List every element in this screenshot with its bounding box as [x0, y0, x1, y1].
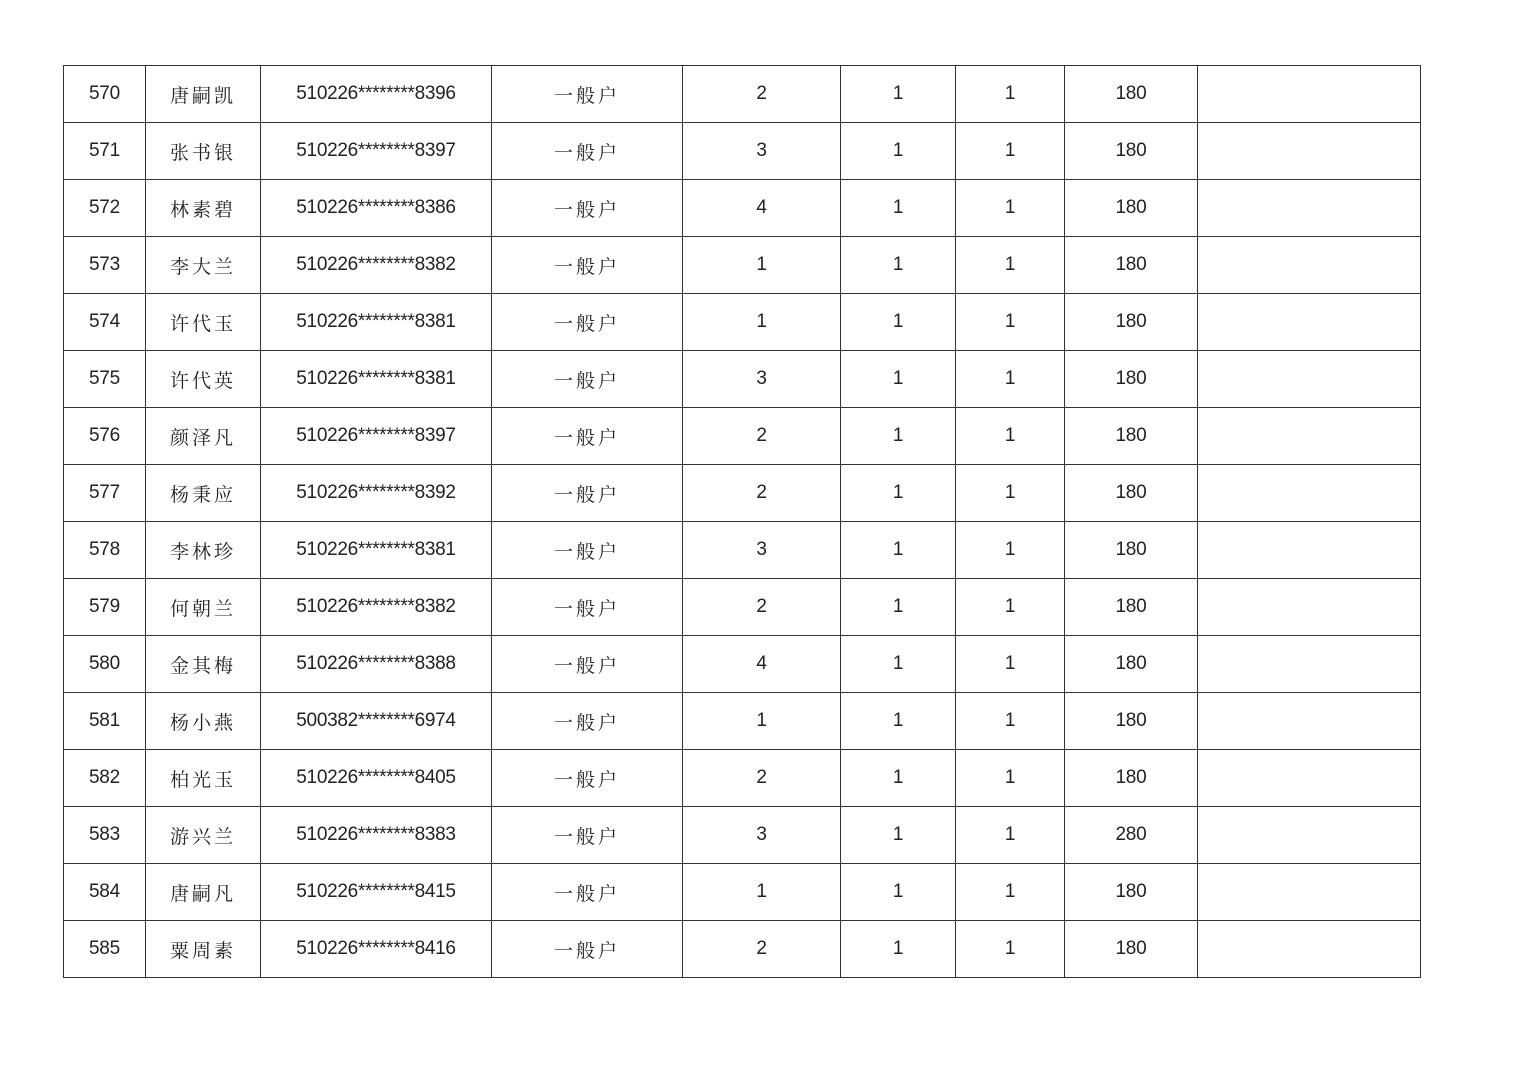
cell-amount: 180 — [1065, 351, 1198, 408]
cell-amount: 180 — [1065, 693, 1198, 750]
cell-count-3: 1 — [956, 180, 1065, 237]
cell-serial-number: 577 — [64, 465, 146, 522]
cell-amount: 180 — [1065, 237, 1198, 294]
cell-count-3: 1 — [956, 750, 1065, 807]
cell-note — [1198, 750, 1421, 807]
cell-id-number: 510226********8381 — [261, 351, 492, 408]
cell-count-3: 1 — [956, 807, 1065, 864]
cell-count-2: 1 — [841, 294, 956, 351]
table-row — [64, 465, 1421, 522]
cell-name: 杨秉应 — [146, 465, 261, 522]
cell-name: 张书银 — [146, 123, 261, 180]
cell-count-1: 4 — [683, 636, 841, 693]
cell-count-2: 1 — [841, 636, 956, 693]
cell-note — [1198, 408, 1421, 465]
cell-name: 唐嗣凡 — [146, 864, 261, 921]
table-body — [64, 66, 1421, 978]
cell-count-1: 3 — [683, 351, 841, 408]
cell-amount: 180 — [1065, 123, 1198, 180]
cell-count-1: 4 — [683, 180, 841, 237]
document-table-container — [63, 65, 1421, 978]
cell-amount: 180 — [1065, 579, 1198, 636]
cell-count-1: 2 — [683, 750, 841, 807]
cell-name: 颜泽凡 — [146, 408, 261, 465]
cell-count-1: 1 — [683, 237, 841, 294]
cell-count-3: 1 — [956, 636, 1065, 693]
cell-id-number: 510226********8386 — [261, 180, 492, 237]
cell-count-2: 1 — [841, 750, 956, 807]
cell-serial-number: 580 — [64, 636, 146, 693]
cell-name: 李林珍 — [146, 522, 261, 579]
cell-serial-number: 581 — [64, 693, 146, 750]
cell-note — [1198, 351, 1421, 408]
cell-household-type: 一般户 — [492, 864, 683, 921]
cell-id-number: 510226********8381 — [261, 522, 492, 579]
cell-household-type: 一般户 — [492, 921, 683, 978]
table-row — [64, 807, 1421, 864]
cell-name: 许代玉 — [146, 294, 261, 351]
cell-count-3: 1 — [956, 408, 1065, 465]
cell-id-number: 510226********8381 — [261, 294, 492, 351]
cell-id-number: 510226********8416 — [261, 921, 492, 978]
cell-count-2: 1 — [841, 465, 956, 522]
cell-count-1: 3 — [683, 123, 841, 180]
cell-amount: 180 — [1065, 636, 1198, 693]
cell-name: 杨小燕 — [146, 693, 261, 750]
cell-id-number: 510226********8382 — [261, 579, 492, 636]
cell-amount: 180 — [1065, 294, 1198, 351]
cell-household-type: 一般户 — [492, 807, 683, 864]
cell-note — [1198, 864, 1421, 921]
cell-count-2: 1 — [841, 66, 956, 123]
table-row — [64, 579, 1421, 636]
cell-count-2: 1 — [841, 351, 956, 408]
table-row — [64, 864, 1421, 921]
cell-serial-number: 570 — [64, 66, 146, 123]
cell-household-type: 一般户 — [492, 636, 683, 693]
cell-count-2: 1 — [841, 579, 956, 636]
cell-name: 李大兰 — [146, 237, 261, 294]
cell-household-type: 一般户 — [492, 750, 683, 807]
cell-note — [1198, 294, 1421, 351]
cell-amount: 180 — [1065, 465, 1198, 522]
cell-count-1: 3 — [683, 522, 841, 579]
cell-amount: 180 — [1065, 66, 1198, 123]
cell-count-2: 1 — [841, 180, 956, 237]
cell-count-2: 1 — [841, 807, 956, 864]
cell-note — [1198, 522, 1421, 579]
cell-id-number: 510226********8397 — [261, 408, 492, 465]
cell-amount: 180 — [1065, 750, 1198, 807]
cell-amount: 180 — [1065, 408, 1198, 465]
cell-count-1: 3 — [683, 807, 841, 864]
cell-amount: 180 — [1065, 921, 1198, 978]
cell-serial-number: 573 — [64, 237, 146, 294]
cell-name: 唐嗣凯 — [146, 66, 261, 123]
table-row — [64, 237, 1421, 294]
table-row — [64, 351, 1421, 408]
cell-household-type: 一般户 — [492, 294, 683, 351]
cell-serial-number: 585 — [64, 921, 146, 978]
cell-household-type: 一般户 — [492, 579, 683, 636]
table-row — [64, 294, 1421, 351]
cell-note — [1198, 123, 1421, 180]
cell-count-3: 1 — [956, 921, 1065, 978]
cell-count-2: 1 — [841, 408, 956, 465]
cell-household-type: 一般户 — [492, 123, 683, 180]
cell-id-number: 510226********8392 — [261, 465, 492, 522]
cell-count-3: 1 — [956, 579, 1065, 636]
cell-count-3: 1 — [956, 237, 1065, 294]
cell-count-1: 1 — [683, 693, 841, 750]
cell-count-1: 2 — [683, 408, 841, 465]
cell-count-3: 1 — [956, 66, 1065, 123]
cell-serial-number: 579 — [64, 579, 146, 636]
table-row — [64, 180, 1421, 237]
cell-household-type: 一般户 — [492, 693, 683, 750]
cell-name: 游兴兰 — [146, 807, 261, 864]
table-row — [64, 66, 1421, 123]
cell-id-number: 510226********8405 — [261, 750, 492, 807]
cell-count-3: 1 — [956, 123, 1065, 180]
cell-amount: 280 — [1065, 807, 1198, 864]
cell-count-1: 1 — [683, 294, 841, 351]
cell-serial-number: 583 — [64, 807, 146, 864]
cell-count-1: 2 — [683, 66, 841, 123]
cell-count-3: 1 — [956, 294, 1065, 351]
cell-count-2: 1 — [841, 123, 956, 180]
cell-name: 林素碧 — [146, 180, 261, 237]
cell-id-number: 510226********8383 — [261, 807, 492, 864]
cell-count-1: 2 — [683, 579, 841, 636]
cell-count-2: 1 — [841, 864, 956, 921]
cell-note — [1198, 237, 1421, 294]
cell-count-3: 1 — [956, 522, 1065, 579]
cell-serial-number: 584 — [64, 864, 146, 921]
cell-id-number: 510226********8396 — [261, 66, 492, 123]
cell-count-3: 1 — [956, 693, 1065, 750]
table-row — [64, 693, 1421, 750]
cell-serial-number: 578 — [64, 522, 146, 579]
cell-id-number: 510226********8388 — [261, 636, 492, 693]
cell-note — [1198, 693, 1421, 750]
household-table — [63, 65, 1421, 978]
cell-household-type: 一般户 — [492, 66, 683, 123]
cell-count-3: 1 — [956, 864, 1065, 921]
cell-serial-number: 571 — [64, 123, 146, 180]
cell-note — [1198, 807, 1421, 864]
cell-serial-number: 582 — [64, 750, 146, 807]
cell-serial-number: 572 — [64, 180, 146, 237]
cell-note — [1198, 579, 1421, 636]
cell-serial-number: 576 — [64, 408, 146, 465]
table-row — [64, 921, 1421, 978]
cell-count-1: 2 — [683, 921, 841, 978]
cell-id-number: 500382********6974 — [261, 693, 492, 750]
cell-count-2: 1 — [841, 522, 956, 579]
table-row — [64, 522, 1421, 579]
cell-household-type: 一般户 — [492, 351, 683, 408]
cell-amount: 180 — [1065, 864, 1198, 921]
cell-note — [1198, 66, 1421, 123]
cell-name: 柏光玉 — [146, 750, 261, 807]
table-row — [64, 750, 1421, 807]
cell-serial-number: 575 — [64, 351, 146, 408]
cell-name: 金其梅 — [146, 636, 261, 693]
cell-serial-number: 574 — [64, 294, 146, 351]
cell-name: 何朝兰 — [146, 579, 261, 636]
cell-id-number: 510226********8382 — [261, 237, 492, 294]
cell-amount: 180 — [1065, 522, 1198, 579]
cell-count-1: 1 — [683, 864, 841, 921]
cell-household-type: 一般户 — [492, 237, 683, 294]
cell-count-2: 1 — [841, 237, 956, 294]
table-row — [64, 636, 1421, 693]
cell-count-3: 1 — [956, 351, 1065, 408]
cell-count-3: 1 — [956, 465, 1065, 522]
cell-household-type: 一般户 — [492, 465, 683, 522]
cell-note — [1198, 465, 1421, 522]
cell-id-number: 510226********8415 — [261, 864, 492, 921]
cell-id-number: 510226********8397 — [261, 123, 492, 180]
cell-household-type: 一般户 — [492, 522, 683, 579]
cell-count-2: 1 — [841, 693, 956, 750]
cell-household-type: 一般户 — [492, 408, 683, 465]
table-row — [64, 408, 1421, 465]
cell-note — [1198, 636, 1421, 693]
cell-note — [1198, 180, 1421, 237]
cell-household-type: 一般户 — [492, 180, 683, 237]
cell-name: 许代英 — [146, 351, 261, 408]
cell-name: 粟周素 — [146, 921, 261, 978]
table-row — [64, 123, 1421, 180]
cell-count-1: 2 — [683, 465, 841, 522]
cell-amount: 180 — [1065, 180, 1198, 237]
cell-count-2: 1 — [841, 921, 956, 978]
cell-note — [1198, 921, 1421, 978]
